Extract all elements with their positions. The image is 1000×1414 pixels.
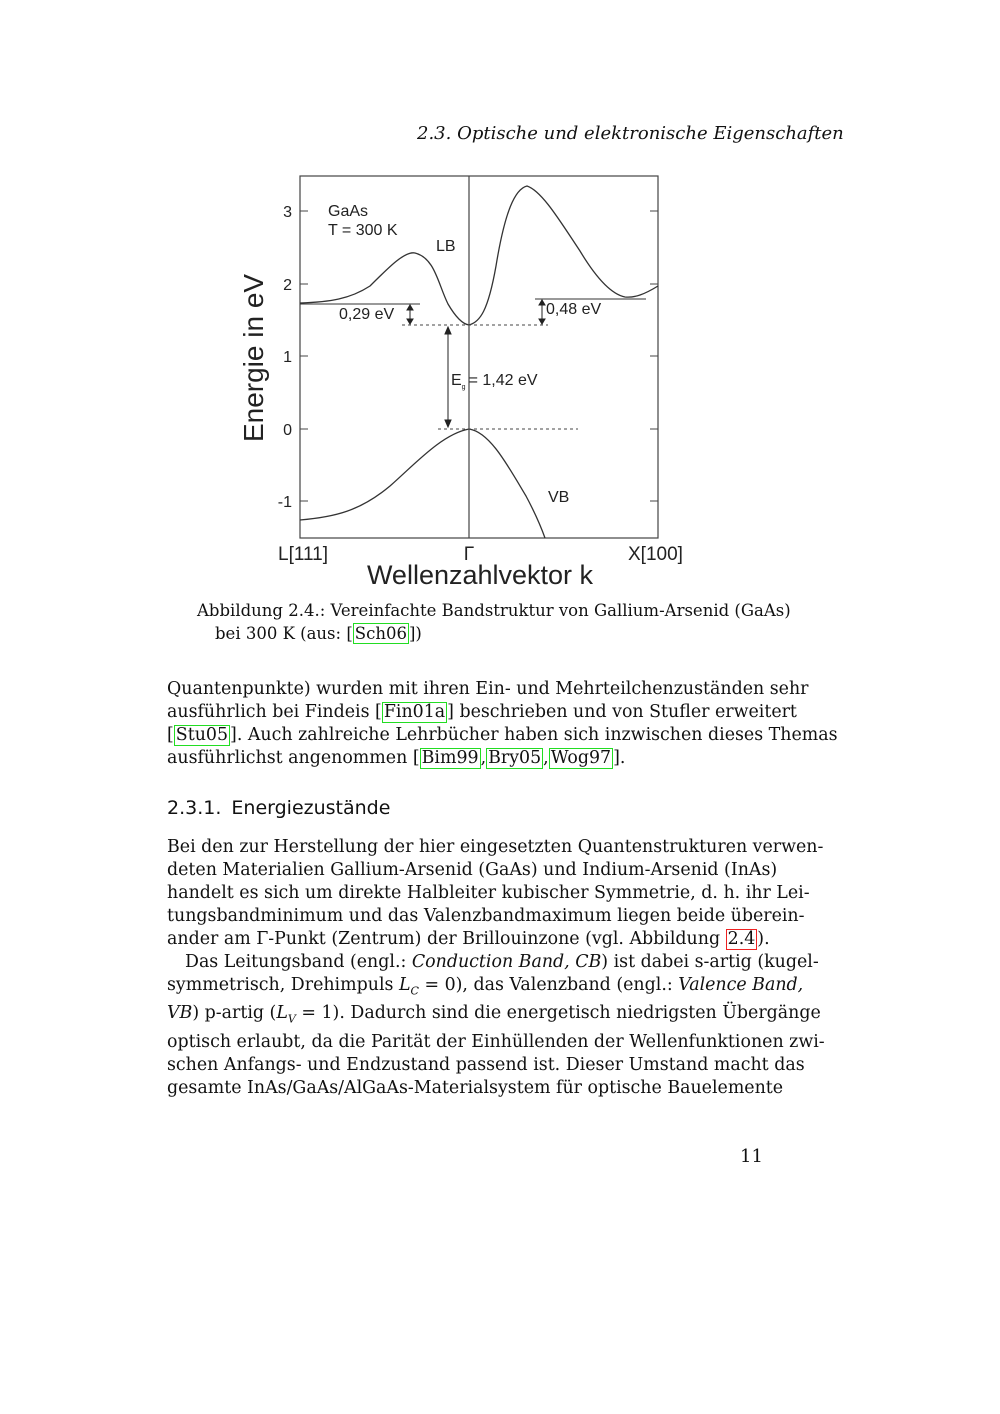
- citation-link-fin01a[interactable]: Fin01a: [383, 702, 446, 722]
- lb-label: LB: [436, 238, 456, 255]
- math-sub: C: [410, 984, 419, 998]
- citation-link-sch06[interactable]: Sch06: [354, 624, 407, 643]
- text-span: = 0), das Valenzband (engl.:: [418, 975, 679, 995]
- x-tick-X: X[100]: [628, 544, 683, 565]
- eg-label: $E_g = 1,42$ eV: [451, 372, 538, 391]
- text-line: Bei den zur Herstellung der hier eingesetzten Quantenstrukturen verwen-: [167, 837, 824, 857]
- text-span: ausführlich bei Findeis [: [167, 702, 382, 722]
- running-header: 2.3. Optische und elektronische Eigenschaften: [417, 123, 844, 144]
- x-tick-gamma: Γ: [463, 544, 475, 565]
- gap-left-label: 0,29 eV: [339, 306, 395, 323]
- text-line: [167, 928, 770, 951]
- text-line: optisch erlaubt, da die Parität der Einhüllenden der Wellenfunktionen zwi-: [167, 1031, 825, 1052]
- y-tick-1: 1: [283, 349, 292, 366]
- page-number: 11: [740, 1146, 763, 1167]
- text-line: ausführlichst angenommen [ Bim99 , Bry05 , Wog97 ].: [167, 748, 626, 768]
- caption-text: bei 300 K (aus: [: [215, 624, 353, 643]
- text-line: gesamte InAs/GaAs/AlGaAs-Materialsystem für optische Bauelemente: [167, 1077, 784, 1098]
- text-line: handelt es sich um direkte Halbleiter kubischer Symmetrie, d. h. ihr Lei-: [167, 883, 810, 903]
- text-span: ander am Γ-Punkt (Zentrum) der Brillouinzone (vgl. Abbildung: [167, 929, 726, 949]
- caption-line-2: [197, 622, 797, 645]
- caption-text-end: ]): [408, 624, 422, 643]
- paragraph-3: [167, 951, 825, 1100]
- citation-link-bry05[interactable]: Bry05: [488, 748, 542, 768]
- section-number: 2.3.1.: [167, 797, 222, 819]
- citation-link-stu05[interactable]: Stu05: [175, 725, 229, 745]
- text-line: [167, 951, 819, 974]
- figure-ref-link[interactable]: 2.4: [727, 929, 756, 949]
- x-axis-label: Wellenzahlvektor k: [366, 560, 594, 590]
- figure-caption: [197, 599, 797, 645]
- paragraph-1: [167, 678, 838, 770]
- citation-link-wog97[interactable]: Wog97: [550, 748, 612, 768]
- y-tick-2: 2: [283, 277, 292, 294]
- text-line: tungsbandminimum und das Valenzbandmaximum liegen beide überein-: [167, 906, 805, 926]
- math-var: L: [276, 1003, 288, 1024]
- valence-band-curve: [300, 429, 545, 538]
- math-sub: V: [287, 1012, 296, 1026]
- text-line: deten Materialien Gallium-Arsenid (GaAs) und Indium-Arsenid (InAs): [167, 860, 778, 880]
- y-tick-3: 3: [283, 204, 292, 221]
- citation-link-bim99[interactable]: Bim99: [421, 748, 479, 768]
- italic-term: Valence Band,: [678, 975, 804, 995]
- text-line: [167, 1002, 821, 1030]
- text-span: symmetrisch, Drehimpuls: [167, 975, 399, 995]
- italic-term: Conduction Band, CB: [411, 952, 602, 972]
- temperature-label: T = 300 K: [328, 222, 398, 239]
- vb-label: VB: [548, 489, 570, 506]
- gap-right-label: 0,48 eV: [546, 301, 602, 318]
- text-span: ]. Auch zahlreiche Lehrbücher haben sich inzwischen dieses Themas: [230, 725, 838, 745]
- text-span: ).: [757, 929, 770, 949]
- italic-term: VB: [167, 1003, 193, 1024]
- math-var: L: [398, 975, 411, 995]
- text-span: ausführlichst angenommen [: [167, 748, 420, 768]
- section-title: Energiezustände: [231, 797, 391, 819]
- paragraph-2: [167, 836, 824, 951]
- x-tick-L: L[111]: [278, 544, 329, 565]
- text-line: Quantenpunkte) wurden mit ihren Ein- und Mehrteilchenzuständen sehr: [167, 679, 809, 699]
- text-line: [ Stu05 ]. Auch zahlreiche Lehrbücher haben sich inzwischen dieses Themas: [167, 725, 838, 745]
- text-span: = 1). Dadurch sind die energetisch niedrigsten Übergänge: [295, 1003, 821, 1024]
- text-line: [167, 701, 797, 724]
- text-span: ].: [613, 748, 626, 768]
- y-tick-0: 0: [283, 422, 292, 439]
- material-label: GaAs: [328, 203, 369, 220]
- text-span: Das Leitungsband (engl.:: [185, 952, 412, 972]
- text-span: ] beschrieben und von Stufler erweitert: [447, 702, 797, 722]
- caption-line-1: Abbildung 2.4.: Vereinfachte Bandstruktur von Gallium-Arsenid (GaAs): [197, 601, 791, 620]
- text-line: schen Anfangs- und Endzustand passend ist. Dieser Umstand macht das: [167, 1054, 805, 1075]
- text-span: ) ist dabei s-artig (kugel-: [601, 952, 819, 972]
- text-line: [167, 974, 804, 1002]
- section-heading: [167, 797, 390, 819]
- band-structure-figure: [230, 166, 710, 591]
- y-axis-label: Energie in eV: [238, 273, 269, 443]
- y-tick-minus1: -1: [277, 494, 292, 511]
- text-span: ) p-artig (: [192, 1003, 277, 1024]
